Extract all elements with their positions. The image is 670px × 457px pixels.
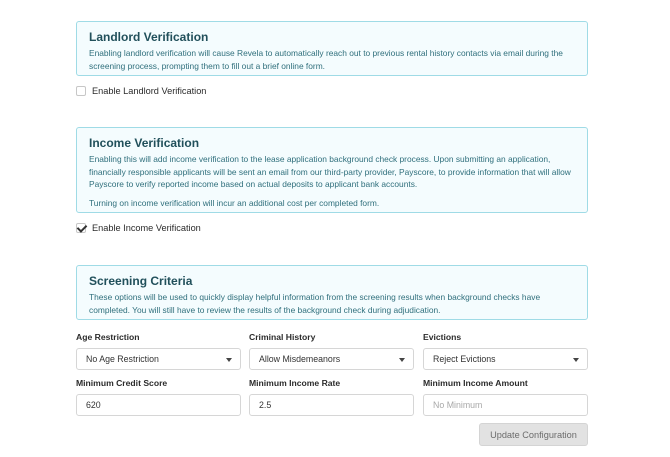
landlord-verification-description: Enabling landlord verification will cause Revela to automatically reach out to previous rental history contacts via email during the screening process, prompting them to fill out a brief online form. — [89, 48, 563, 71]
min-credit-score-label: Minimum Credit Score — [76, 378, 168, 388]
evictions-value: Reject Evictions — [433, 354, 496, 364]
checkbox-unchecked-icon[interactable] — [76, 86, 86, 96]
min-income-amount-input[interactable] — [423, 394, 588, 416]
enable-income-verification-label[interactable]: Enable Income Verification — [92, 223, 201, 233]
income-verification-info — [76, 127, 588, 213]
age-restriction-value: No Age Restriction — [86, 354, 159, 364]
enable-landlord-verification-checkbox[interactable] — [76, 86, 206, 96]
criminal-history-value: Allow Misdemeanors — [259, 354, 341, 364]
criminal-history-label: Criminal History — [249, 332, 316, 342]
chevron-down-icon — [399, 358, 405, 362]
criminal-history-select[interactable] — [249, 348, 414, 370]
chevron-down-icon — [226, 358, 232, 362]
min-credit-score-value: 620 — [86, 400, 101, 410]
update-configuration-button[interactable]: Update Configuration — [479, 423, 588, 446]
min-income-rate-value: 2.5 — [259, 400, 272, 410]
criminal-history-field — [249, 332, 414, 370]
income-verification-title: Income Verification — [89, 136, 200, 150]
min-income-amount-placeholder: No Minimum — [433, 400, 483, 410]
min-credit-score-input[interactable] — [76, 394, 241, 416]
age-restriction-label: Age Restriction — [76, 332, 140, 342]
landlord-verification-title: Landlord Verification — [89, 30, 209, 44]
min-income-amount-label: Minimum Income Amount — [423, 378, 528, 388]
min-income-rate-label: Minimum Income Rate — [249, 378, 341, 388]
income-verification-cost-note: Turning on income verification will incur an additional cost per completed form. — [89, 197, 380, 208]
evictions-label: Evictions — [423, 332, 462, 342]
checkmark-icon[interactable] — [76, 223, 86, 233]
landlord-verification-info — [76, 21, 588, 76]
evictions-select[interactable] — [423, 348, 588, 370]
income-verification-description: Enabling this will add income verification to the lease application background check process. Upon submitting an application, financially responsible applicants will be sent an email from our third-party provider, Payscore, to provide information that will allow Payscore to verify reported income based on actual deposits to applicant bank accounts. — [89, 154, 571, 190]
enable-income-verification-checkbox[interactable] — [76, 223, 201, 233]
min-income-rate-input[interactable] — [249, 394, 414, 416]
enable-landlord-verification-label[interactable]: Enable Landlord Verification — [92, 86, 207, 96]
screening-criteria-description: These options will be used to quickly display helpful information from the screening results when background checks have completed. You will still have to review the results of the background check during adjudication. — [89, 292, 541, 315]
chevron-down-icon — [573, 358, 579, 362]
min-income-amount-field — [423, 378, 588, 416]
screening-criteria-title: Screening Criteria — [89, 274, 193, 288]
screening-criteria-info — [76, 265, 588, 320]
min-income-rate-field — [249, 378, 414, 416]
min-credit-score-field — [76, 378, 241, 416]
age-restriction-field — [76, 332, 241, 370]
evictions-field — [423, 332, 588, 370]
age-restriction-select[interactable] — [76, 348, 241, 370]
